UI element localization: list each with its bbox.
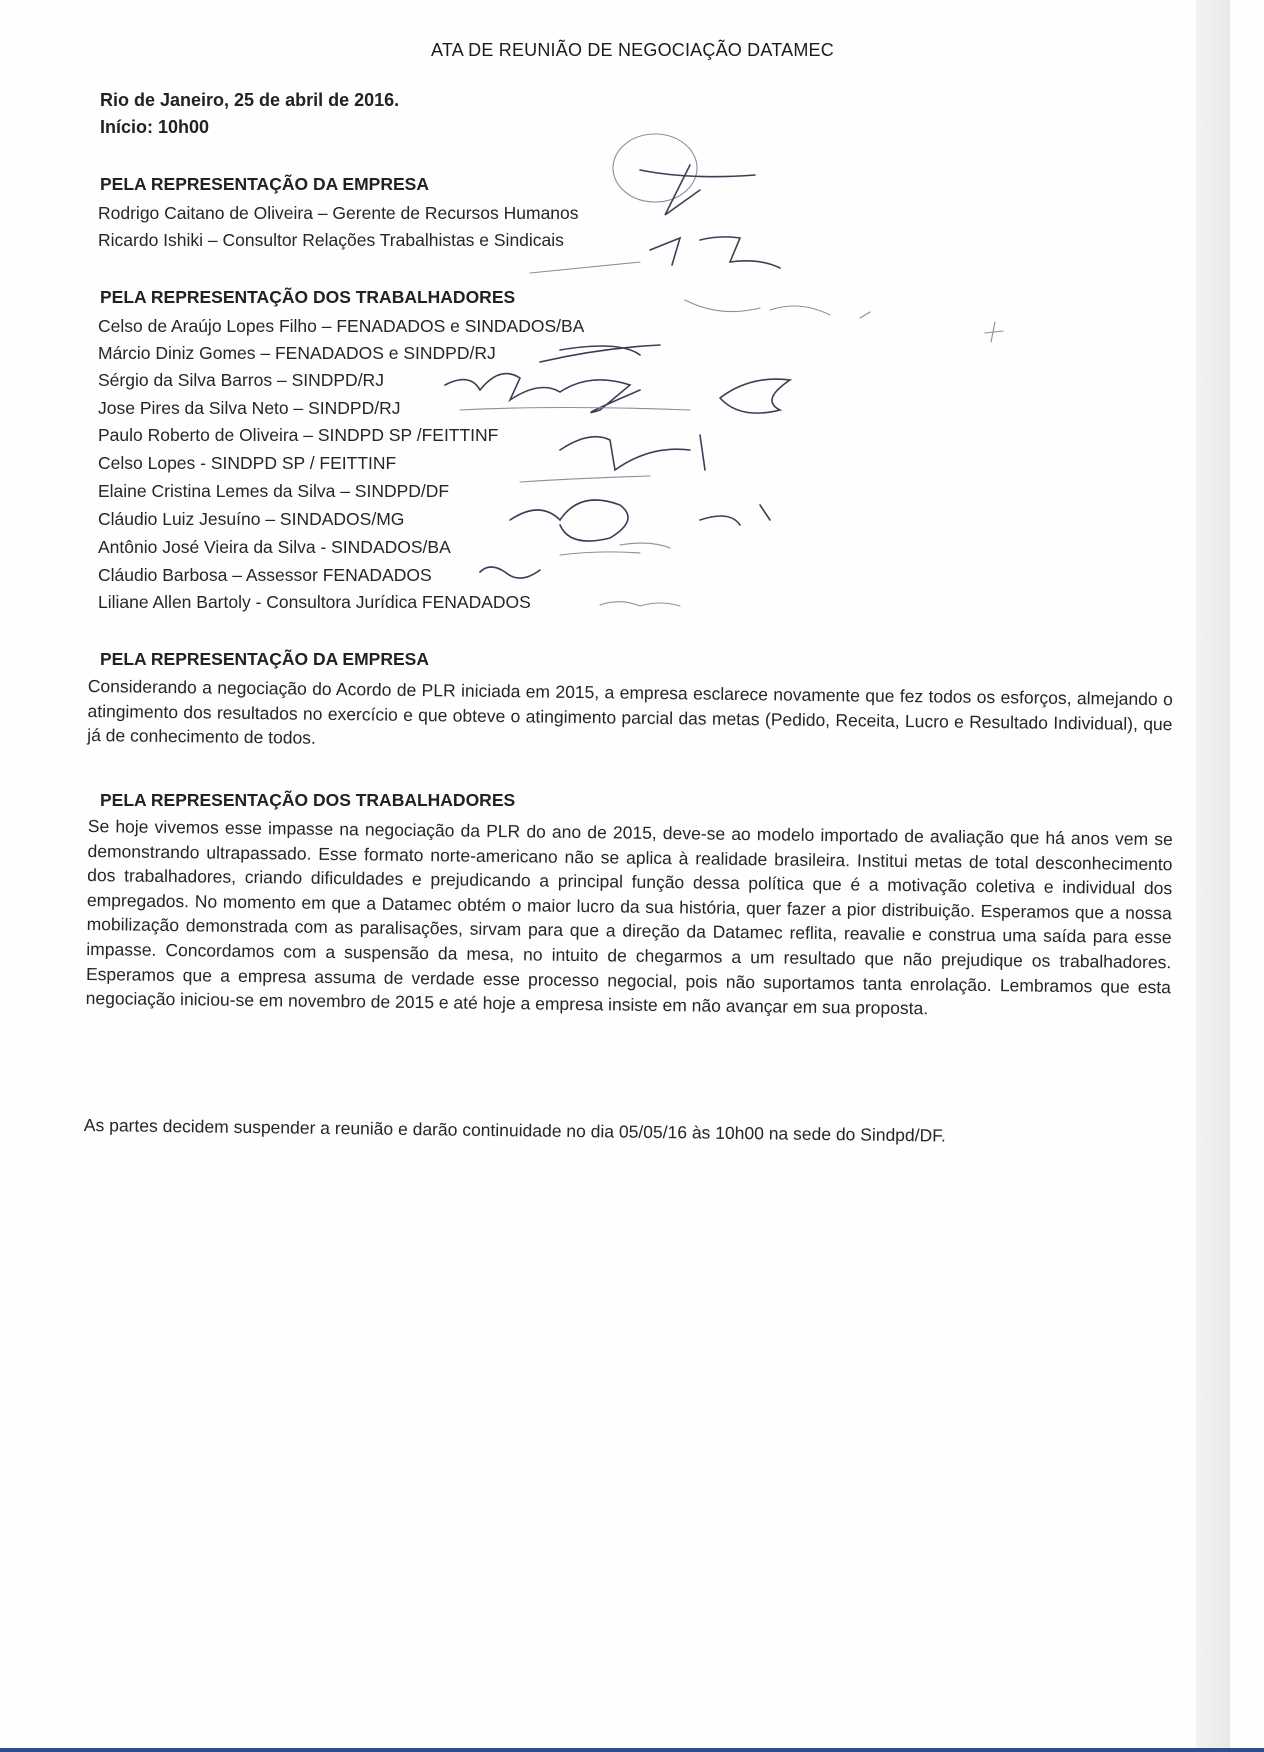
signature-loop bbox=[613, 134, 697, 202]
company-statement-heading: PELA REPRESENTAÇÃO DA EMPRESA bbox=[100, 649, 429, 669]
closing-statement: As partes decidem suspender a reunião e darão continuidade no dia 05/05/16 às 10h00 na sede do Sindpd/DF. bbox=[83, 1115, 946, 1146]
worker-rep-11: Liliane Allen Bartoly - Consultora Jurídica FENADADOS bbox=[98, 592, 531, 612]
signature-elaine bbox=[520, 476, 650, 482]
signature-ricardo bbox=[650, 237, 780, 268]
company-reps-heading: PELA REPRESENTAÇÃO DA EMPRESA bbox=[100, 174, 429, 194]
signature-liliane bbox=[600, 602, 680, 606]
signature-celso-lopes bbox=[560, 435, 705, 470]
worker-rep-3: Sérgio da Silva Barros – SINDPD/RJ bbox=[98, 370, 384, 390]
signature-claudio-barbosa bbox=[480, 567, 540, 578]
worker-rep-1: Celso de Araújo Lopes Filho – FENADADOS e SINDADOS/BA bbox=[98, 316, 585, 336]
date-line: Rio de Janeiro, 25 de abril de 2016. bbox=[100, 90, 400, 110]
worker-rep-6: Celso Lopes - SINDPD SP / FEITTINF bbox=[98, 453, 397, 473]
worker-rep-10: Cláudio Barbosa – Assessor FENADADOS bbox=[98, 565, 432, 585]
signature-stroke bbox=[530, 262, 640, 273]
signature-sergio bbox=[445, 374, 640, 413]
signature-celso bbox=[685, 300, 1003, 342]
worker-reps-heading: PELA REPRESENTAÇÃO DOS TRABALHADORES bbox=[100, 287, 516, 307]
page-bottom-rule bbox=[0, 1748, 1264, 1752]
company-rep-1: Rodrigo Caitano de Oliveira – Gerente de Recursos Humanos bbox=[98, 203, 579, 223]
worker-rep-7: Elaine Cristina Lemes da Silva – SINDPD/DF bbox=[98, 481, 450, 501]
document-title: ATA DE REUNIÃO DE NEGOCIAÇÃO DATAMEC bbox=[431, 40, 834, 60]
signature-paulo bbox=[720, 379, 790, 413]
signature-antonio bbox=[700, 505, 770, 525]
worker-rep-8: Cláudio Luiz Jesuíno – SINDADOS/MG bbox=[98, 509, 405, 529]
worker-statement-text: Se hoje vivemos esse impasse na negociação da PLR do ano de 2015, deve-se ao modelo importado de avaliação que há anos vem se demonstrando ultrapassado. Esse formato norte-americano não se aplica à realidade brasileira. Institui metas de total desconhecimento dos trabalhadores, criando dificuldades e prejudicando a principal função dessa política que é a motivação coletiva e individual dos empregados. No momento em que a Datamec obtém o maior lucro da sua história, quer fazer a pior distribuição. Esperamos que a nossa mobilização demonstrada com as paralisações, sirvam para que a direção da Datamec reflita, reavalie e construa uma saída para esse impasse. Concordamos com a suspensão da mesa, no intuito de chegarmos a um resultado que não prejudique os trabalhadores. Esperamos que a empresa assuma de verdade esse processo negocial, pois não suportamos tanta enrolação. Lembramos que esta negociação iniciou-se em novembro de 2015 e até hoje a empresa insiste em não avançar em sua proposta. bbox=[85, 815, 1173, 1019]
company-rep-2: Ricardo Ishiki – Consultor Relações Trabalhistas e Sindicais bbox=[98, 230, 564, 250]
signature-stroke-2 bbox=[560, 543, 670, 555]
page-edge-shadow bbox=[1196, 0, 1230, 1752]
start-time: Início: 10h00 bbox=[100, 117, 210, 137]
signature-marcio bbox=[540, 345, 660, 362]
worker-rep-9: Antônio José Vieira da Silva - SINDADOS/BA bbox=[98, 537, 451, 557]
worker-rep-2: Márcio Diniz Gomes – FENADADOS e SINDPD/RJ bbox=[98, 343, 496, 363]
company-statement-text: Considerando a negociação do Acordo de PLR iniciada em 2015, a empresa esclarece novamente que fez todos os esforços, almejando o atingimento dos resultados no exercício e que obteve o atingimento parcial das metas (Pedido, Receita, Lucro e Resultado Individual), que já de conhecimento de todos. bbox=[87, 675, 1173, 748]
signature-rodrigo bbox=[640, 165, 755, 215]
signature-jose bbox=[460, 408, 690, 411]
worker-rep-4: Jose Pires da Silva Neto – SINDPD/RJ bbox=[98, 398, 401, 418]
worker-rep-5: Paulo Roberto de Oliveira – SINDPD SP /FEITTINF bbox=[98, 425, 499, 445]
signature-claudio-luiz bbox=[510, 500, 628, 541]
worker-statement-heading: PELA REPRESENTAÇÃO DOS TRABALHADORES bbox=[100, 790, 516, 810]
